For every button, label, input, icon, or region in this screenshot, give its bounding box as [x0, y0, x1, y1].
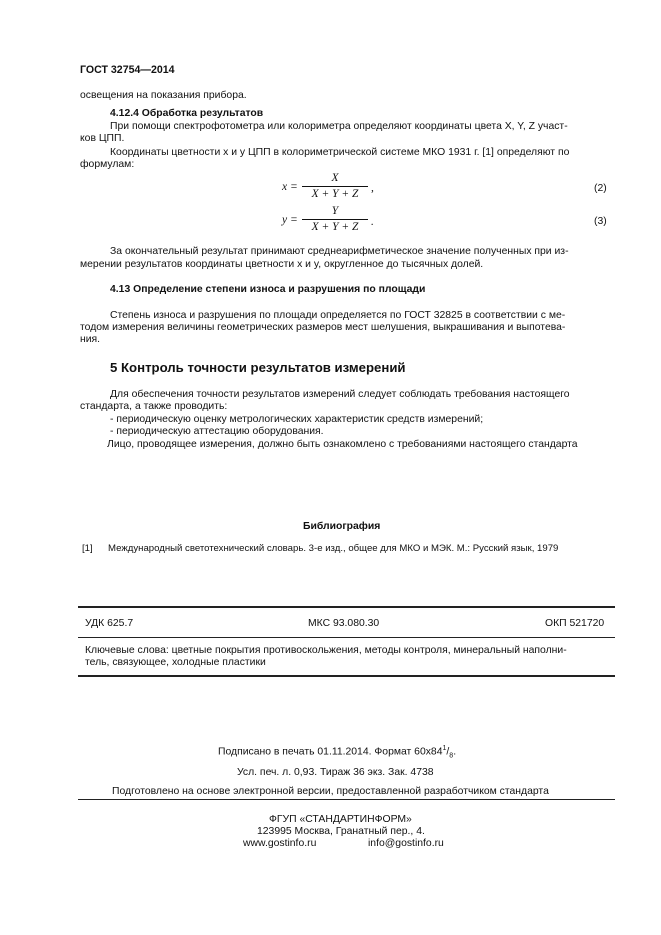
s5-line4: - периодическую аттестацию оборудования.: [110, 426, 324, 437]
eq3-lhs: y =: [282, 214, 298, 226]
s4124-p3-line2: мерении результатов координаты цветности x и y, округленное до тысячных долей.: [80, 259, 484, 270]
section-5-title: 5 Контроль точности результатов измерений: [110, 360, 406, 375]
publisher-name: ФГУП «СТАНДАРТИНФОРМ»: [269, 814, 412, 825]
eq2-number: (2): [594, 183, 607, 194]
codes-bottom-rule: [78, 675, 615, 677]
imprint-signed-text: Подписано в печать 01.11.2014. Формат 60х84: [218, 746, 443, 758]
eq2-denominator: X + Y + Z: [311, 188, 359, 200]
publisher-address: 123995 Москва, Гранатный пер., 4.: [257, 826, 425, 837]
imprint-rule: [78, 799, 615, 800]
format-superscript: 1: [442, 745, 447, 752]
eq2-numerator: X: [331, 172, 339, 184]
bibliography-ref-number: [1]: [82, 543, 93, 554]
bibliography-title: Библиография: [303, 521, 381, 532]
bibliography-ref-text: Международный светотехнический словарь. 3-е изд., общее для МКО и МЭК. М.: Русский язык, 1979: [108, 543, 559, 554]
format-subscript: 8: [449, 752, 454, 760]
s4124-p2-line1: Координаты цветности x и y ЦПП в колориметрической системе МКО 1931 г. [1] определяют по: [110, 147, 570, 158]
imprint-pages: Усл. печ. л. 0,93. Тираж 36 экз. Зак. 4738: [237, 767, 434, 778]
eq3-fraction: [302, 205, 368, 234]
codes-top-rule: [78, 606, 615, 608]
document-header: ГОСТ 32754—2014: [80, 64, 175, 76]
s5-line1: Для обеспечения точности результатов измерений следует соблюдать требования настоящего: [110, 389, 570, 400]
keywords-line2: тель, связующее, холодные пластики: [85, 657, 266, 668]
format-suffix: .: [453, 746, 457, 758]
eq2-tail: ,: [371, 182, 374, 194]
section-4-12-4-title: 4.12.4 Обработка результатов: [110, 108, 264, 119]
imprint-prepared: Подготовлено на основе электронной версии, предоставленной разработчиком стандарта: [112, 786, 549, 797]
udk-code: УДК 625.7: [85, 618, 134, 629]
keywords-line1: Ключевые слова: цветные покрытия противоскольжения, методы контроля, минеральный наполни-: [85, 645, 567, 656]
s4124-p2-line2: формулам:: [80, 159, 135, 170]
eq3-denominator: X + Y + Z: [311, 221, 359, 233]
publisher-website[interactable]: www.gostinfo.ru: [243, 838, 317, 849]
eq2-fraction: [302, 172, 368, 201]
eq2-fraction-bar: [302, 186, 368, 187]
s4124-p1-line2: ков ЦПП.: [80, 133, 125, 144]
eq3-tail: .: [371, 216, 374, 228]
mks-code: МКС 93.080.30: [308, 618, 380, 629]
codes-mid-rule: [78, 637, 615, 638]
s413-line3: ния.: [80, 334, 101, 345]
eq2-lhs: x =: [282, 181, 298, 193]
format-slash: /: [446, 746, 450, 758]
section-4-13-title: 4.13 Определение степени износа и разрушения по площади: [110, 284, 426, 295]
eq3-number: (3): [594, 216, 607, 227]
eq3-numerator: Y: [331, 205, 339, 217]
s4124-p3-line1: За окончательный результат принимают среднеарифметическое значение полученных при из-: [110, 246, 569, 257]
s5-line3: - периодическую оценку метрологических характеристик средств измерений;: [110, 414, 484, 425]
imprint-signed: [218, 745, 456, 760]
s5-line2: стандарта, а также проводить:: [80, 401, 228, 412]
okp-code: ОКП 521720: [545, 618, 605, 629]
s413-line1: Степень износа и разрушения по площади определяется по ГОСТ 32825 в соответствии с ме-: [110, 310, 566, 321]
paragraph-continuation: освещения на показания прибора.: [80, 90, 247, 101]
s413-line2: тодом измерения величины геометрических размеров мест шелушения, выкрашивания и выпотева-: [80, 322, 566, 333]
s4124-p1-line1: [110, 121, 568, 132]
s4124-p1-line1-text: При помощи спектрофотометра или колориметра определяют координаты цвета X, Y, Z участ-: [110, 121, 568, 132]
s5-line5: Лицо, проводящее измерения, должно быть ознакомлено с требованиями настоящего стандарта: [107, 439, 578, 450]
eq3-fraction-bar: [302, 219, 368, 220]
publisher-email[interactable]: info@gostinfo.ru: [368, 838, 444, 849]
